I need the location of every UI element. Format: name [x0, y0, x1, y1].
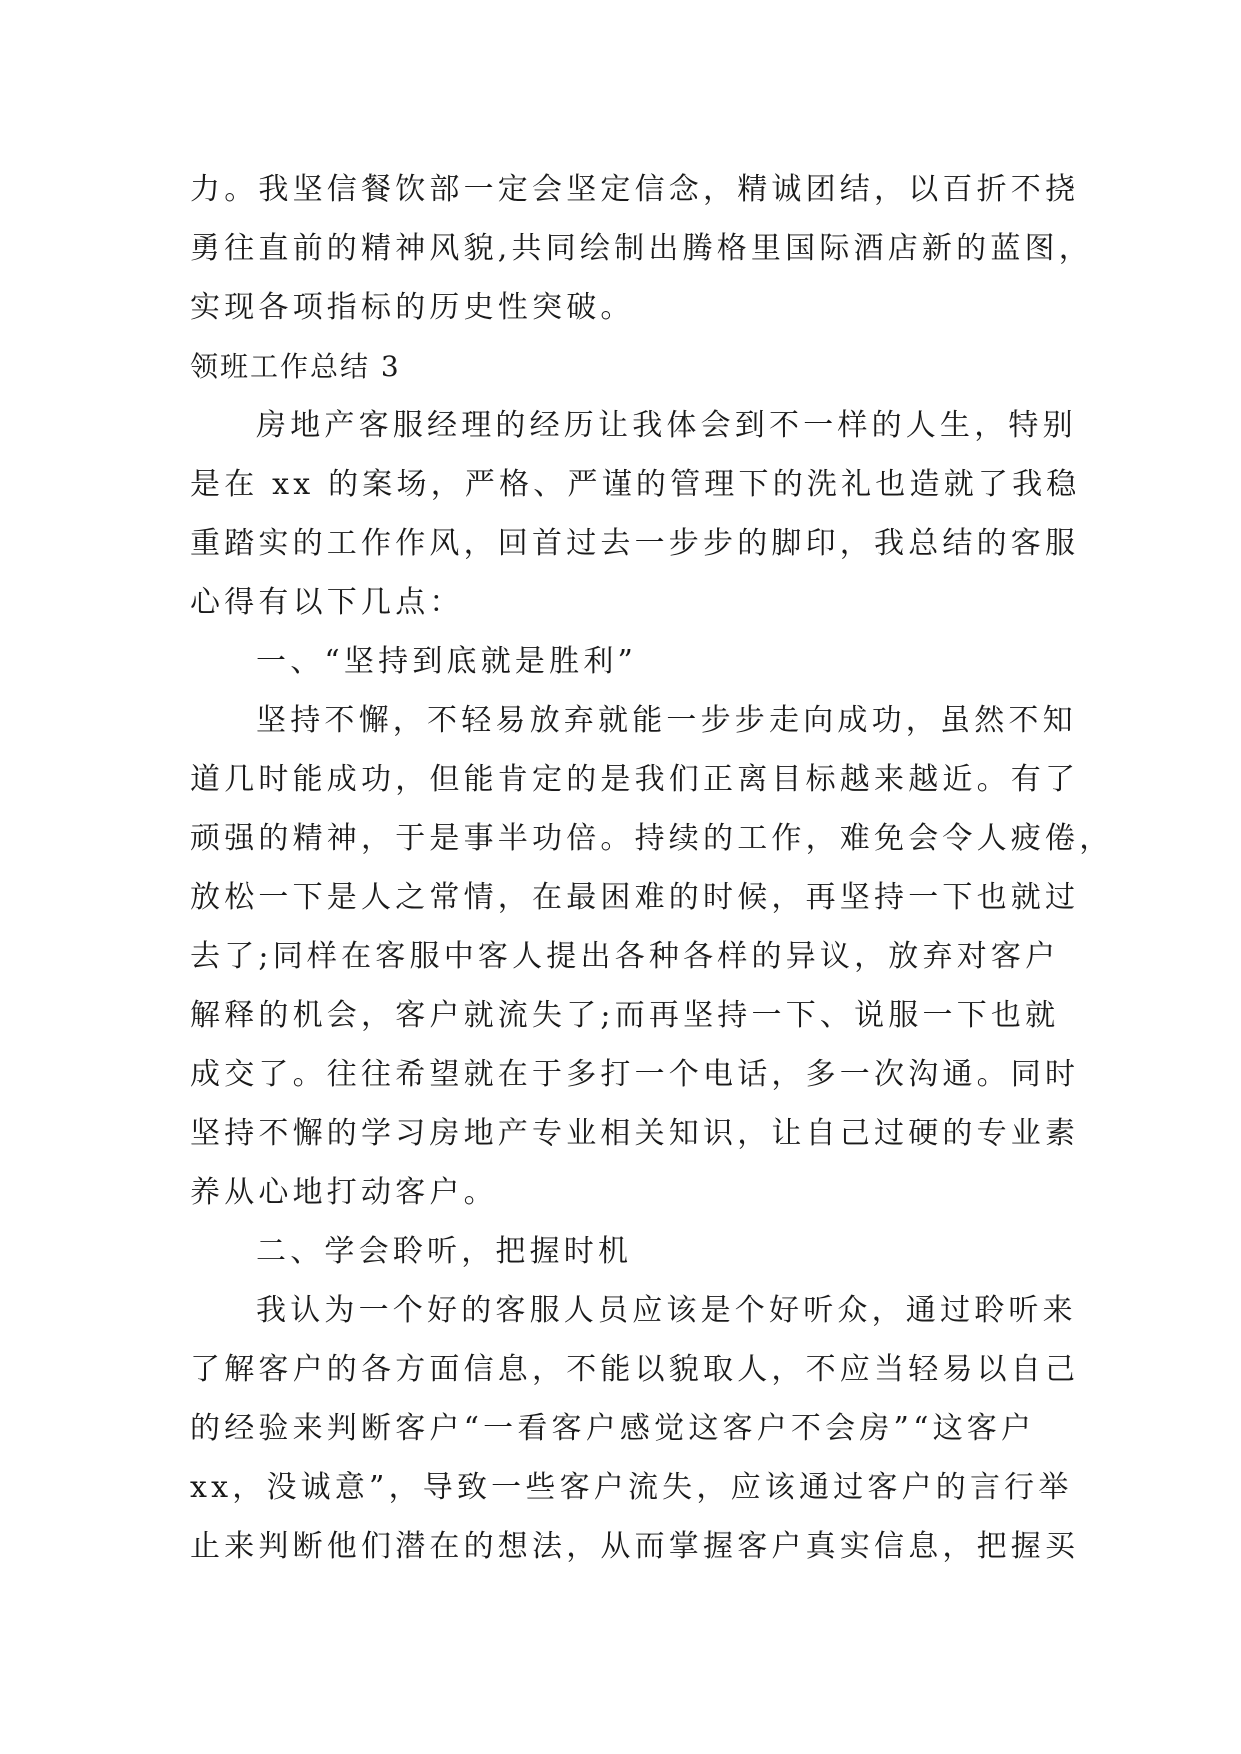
section-heading: 领班工作总结 3 [190, 350, 401, 383]
text-line: 力。我坚信餐饮部一定会坚定信念，精诚团结，以百折不挠 [190, 172, 1080, 207]
text-line: 二、学会聆听，把握时机 [256, 1234, 633, 1269]
text-line: 道几时能成功，但能肯定的是我们正离目标越来越近。有了 [190, 762, 1080, 797]
text-line: 勇往直前的精神风貌,共同绘制出腾格里国际酒店新的蓝图， [190, 231, 1093, 266]
text-line: 一、“坚持到底就是胜利” [256, 644, 638, 679]
text-line: 重踏实的工作作风，回首过去一步步的脚印，我总结的客服 [190, 526, 1080, 561]
text-line: 成交了。往往希望就在于多打一个电话，多一次沟通。同时 [190, 1057, 1080, 1092]
text-line: xx，没诚意”，导致一些客户流失，应该通过客户的言行举 [190, 1470, 1073, 1505]
text-line: 实现各项指标的历史性突破。 [190, 290, 635, 325]
text-line: 去了;同样在客服中客人提出各种各样的异议，放弃对客户 [190, 939, 1060, 974]
text-line: 解释的机会，客户就流失了;而再坚持一下、说服一下也就 [190, 998, 1060, 1033]
text-line: 养从心地打动客户。 [190, 1175, 498, 1210]
text-line: 心得有以下几点： [190, 585, 464, 620]
text-line: 止来判断他们潜在的想法，从而掌握客户真实信息，把握买 [190, 1529, 1080, 1564]
text-line: 我认为一个好的客服人员应该是个好听众，通过聆听来 [256, 1293, 1077, 1328]
text-line: 放松一下是人之常情，在最困难的时候，再坚持一下也就过 [190, 880, 1080, 915]
text-line: 了解客户的各方面信息，不能以貌取人，不应当轻易以自己 [190, 1352, 1080, 1387]
text-line: 房地产客服经理的经历让我体会到不一样的人生，特别 [256, 408, 1077, 443]
text-line: 是在 xx 的案场，严格、严谨的管理下的洗礼也造就了我稳 [190, 467, 1081, 502]
text-line: 的经验来判断客户“一看客户感觉这客户不会房”“这客户 [190, 1411, 1036, 1446]
text-line: 坚持不懈，不轻易放弃就能一步步走向成功，虽然不知 [256, 703, 1077, 738]
text-line: 顽强的精神，于是事半功倍。持续的工作，难免会令人疲倦， [190, 821, 1114, 856]
document-body [190, 160, 1114, 1576]
text-line: 坚持不懈的学习房地产专业相关知识，让自己过硬的专业素 [190, 1116, 1080, 1151]
